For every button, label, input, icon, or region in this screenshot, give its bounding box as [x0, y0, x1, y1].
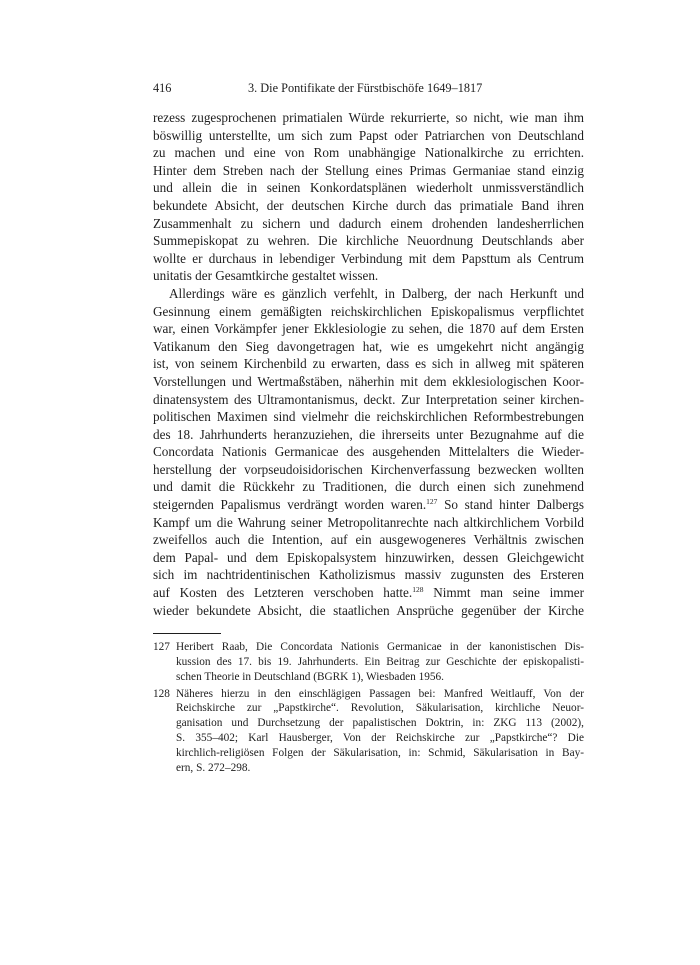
page-number: 416 — [153, 81, 172, 95]
text-line: zweifellos auch die Intention, auf ein ausgewogeneres Verhältnis zwischen — [153, 532, 584, 548]
text-line: bekundete Absicht, der deutschen Kirche durch das primatiale Band ihren — [153, 197, 584, 213]
footnotes — [153, 640, 584, 775]
text-line: wollte er durchaus in lebendiger Verbindung mit dem Papsttum als Centrum — [153, 250, 584, 266]
footnote-line: Reichskirche zur „Papstkirche“. Revolution, Säkularisation, kirchliche Neuor- — [176, 702, 584, 715]
text-line: rezess zugesprochenen primatialen Würde rekurrierte, so nicht, wie man ihm — [153, 110, 584, 125]
main-text — [153, 109, 584, 619]
footnote-line: kirchlich-religiösen Folgen der Säkularisation, in: Schmid, Säkularisation in Bay- — [176, 746, 584, 759]
footnote-number: 127 — [153, 641, 170, 654]
footnote-reference-127[interactable]: 127 — [426, 497, 438, 507]
text-line: dinatensystem des Ultramontanismus, deckt. Zur Interpretation seiner kirchen- — [153, 391, 584, 407]
running-head — [153, 80, 584, 96]
footnote-line: ganisation und Durchsetzung der papalistischen Doktrin, in: ZKG 113 (2002), — [176, 717, 584, 730]
text-fragment: Nimmt man seine immer — [423, 585, 584, 601]
text-line: herstellung der vorpseudoisidorischen Kirchenverfassung bezwecken wollten — [153, 461, 584, 477]
text-line: zu machen und eine von Rom unabhängige Nationalkirche zu errichten. — [153, 145, 584, 161]
text-fragment: So stand hinter Dalbergs — [437, 497, 584, 513]
footnote-separator-rule — [153, 633, 221, 634]
text-line: Vorstellungen und Wertmaßstäben, näherhin mit dem ekklesiologischen Koor- — [153, 373, 584, 389]
text-line: ist, von seinem Kirchenbild zu erwarten, dass es sich in allweg mit späteren — [153, 356, 584, 372]
text-line: wieder bekundete Absicht, die staatlichen Ansprüche gegenüber der Kirche — [153, 602, 584, 618]
text-line: Summepiskopat zu wehren. Die kirchliche Neuordnung Deutschlands aber — [153, 233, 584, 249]
text-line: Allerdings wäre es gänzlich verfehlt, in Dalberg, der nach Herkunft und — [169, 285, 584, 301]
book-page — [153, 80, 584, 777]
text-line: Gesinnung einem gemäßigten reichskirchlichen Episkopalismus verpflichtet — [153, 303, 584, 319]
text-line: und allein die in seinen Konkordatsplänen wiederholt unmissverständlich — [153, 180, 584, 196]
text-line: unitatis der Gesamtkirche gestaltet wissen. — [153, 268, 379, 284]
text-line: des 18. Jahrhunderts heranzuziehen, die ihrerseits unter Bezugnahme auf die — [153, 426, 584, 442]
text-line: Concordata Nationis Germanicae des ausgehenden Mittelalters die Wieder- — [153, 444, 584, 460]
footnote-text — [176, 640, 584, 684]
text-line-with-footnote-ref — [153, 584, 584, 602]
text-fragment: steigernden Papalismus verdrängt worden waren. — [153, 497, 427, 513]
text-line: politischen Maximen sind vielmehr die reichskirchlichen Reformbestrebungen — [153, 409, 584, 425]
footnote-line: S. 355–402; Karl Hausberger, Von der Reichskirche zur „Papstkirche“? Die — [176, 732, 584, 744]
text-line: dem Papal- und dem Episkopalsystem hinzuwirken, dessen Gleichgewicht — [153, 549, 584, 565]
paragraph-1 — [153, 109, 584, 285]
text-line: war, einen Vorkämpfer jener Ekklesiologie zu sehen, die 1870 auf dem Ersten — [153, 321, 584, 337]
footnote-line: kussion des 17. bis 19. Jahrhunderts. Ein Beitrag zur Geschichte der episkopalisti- — [176, 656, 584, 669]
text-line: Vatikanum den Sieg davongetragen hat, wie es umgekehrt nicht angängig — [153, 338, 584, 354]
text-line: Kampf um die Wahrung seiner Metropolitanrechte nach altkirchlichem Vorbild — [153, 514, 584, 530]
text-line: böswillig unterstellte, um sich zum Papst oder Patriarchen von Deutschland — [153, 127, 584, 143]
footnote-line: Näheres hierzu in den einschlägigen Passagen bei: Manfred Weitlauff, Von der — [176, 687, 584, 700]
text-line: und damit die Rückkehr zu Traditionen, die durch einen sich zunehmend — [153, 479, 584, 495]
footnote-line: Heribert Raab, Die Concordata Nationis Germanicae in der kanonistischen Dis- — [176, 641, 584, 654]
text-line-with-footnote-ref — [153, 496, 584, 514]
footnote-127 — [153, 640, 584, 684]
running-head-title: 3. Die Pontifikate der Fürstbischöfe 1649–1817 — [248, 81, 483, 95]
footnote-line: schen Theorie in Deutschland (BGRK 1), Wiesbaden 1956. — [176, 670, 444, 683]
footnote-reference-128[interactable]: 128 — [412, 585, 424, 595]
text-fragment: auf Kosten des Letzteren verschoben hatte. — [153, 585, 413, 601]
text-line: sich im nachtridentinischen Katholizismus massiv zugunsten des Ersteren — [153, 567, 584, 583]
footnote-text — [176, 687, 584, 776]
footnote-number: 128 — [153, 687, 170, 700]
text-line: Zusammenhalt zu sichern und dadurch einem drohenden landesherrlichen — [153, 215, 584, 231]
text-line: Hinter dem Streben nach der Stellung eines Primas Germaniae stand einzig — [153, 162, 584, 178]
footnote-128 — [153, 687, 584, 776]
paragraph-2 — [153, 285, 584, 619]
footnote-line: ern, S. 272–298. — [176, 761, 251, 774]
